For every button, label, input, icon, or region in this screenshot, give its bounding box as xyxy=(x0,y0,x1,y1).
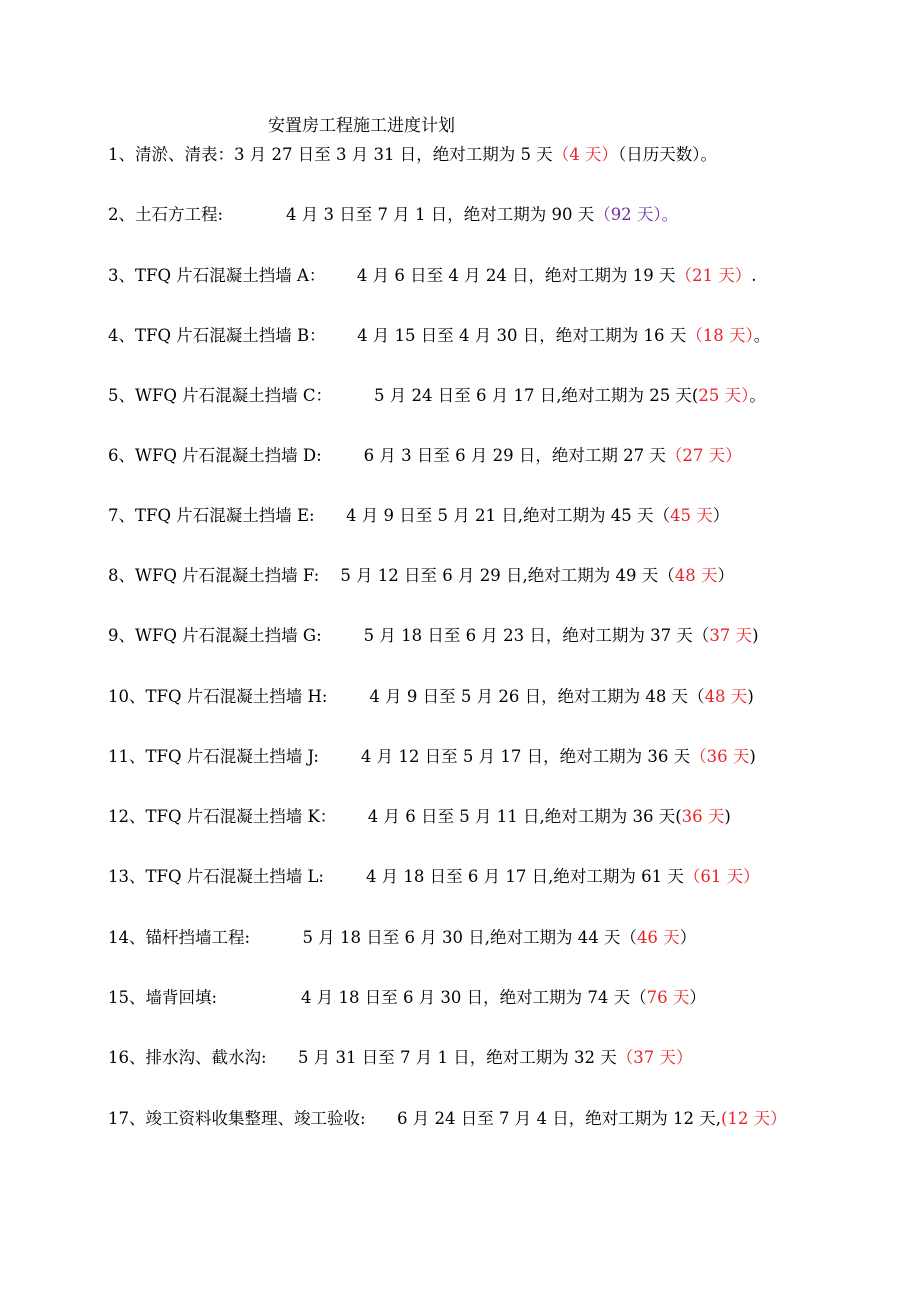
item-text: 14、锚杆挡墙工程: 5 月 18 日至 6 月 30 日,绝对工期为 44 天（ xyxy=(108,928,637,947)
schedule-item xyxy=(108,1107,787,1131)
schedule-item xyxy=(108,143,717,167)
item-text: 2、土石方工程: 4 月 3 日至 7 月 1 日，绝对工期为 90 天 xyxy=(108,205,595,224)
actual-duration: （18 天） xyxy=(686,326,754,345)
item-text: 10、TFQ 片石混凝土挡墙 H: 4 月 9 日至 5 月 26 日，绝对工期为 48 天（ xyxy=(108,687,705,706)
actual-duration: 76 天 xyxy=(646,988,690,1007)
actual-duration: 45 天 xyxy=(669,506,713,525)
item-suffix: ) xyxy=(724,807,731,826)
item-text: 7、TFQ 片石混凝土挡墙 E: 4 月 9 日至 5 月 21 日,绝对工期为 45 天（ xyxy=(108,506,670,525)
item-text: 5、WFQ 片石混凝土挡墙 C： 5 月 24 日至 6 月 17 日,绝对工期为 25 天( xyxy=(108,386,699,405)
item-suffix: ) xyxy=(752,626,759,645)
item-suffix: ) xyxy=(749,747,756,766)
item-text: 13、TFQ 片石混凝土挡墙 L: 4 月 18 日至 6 月 17 日,绝对工期为 61 天 xyxy=(108,867,684,886)
actual-duration: （36 天 xyxy=(690,747,750,766)
item-suffix: ） xyxy=(689,988,706,1007)
actual-duration: 37 天 xyxy=(709,626,753,645)
item-text: 15、墙背回填: 4 月 18 日至 6 月 30 日，绝对工期为 74 天（ xyxy=(108,988,647,1007)
schedule-item xyxy=(108,745,756,769)
schedule-item xyxy=(108,624,759,648)
item-suffix: . xyxy=(751,266,757,285)
actual-duration: 48 天 xyxy=(704,687,748,706)
item-text: 1、清淤、清表：3 月 27 日至 3 月 31 日，绝对工期为 5 天 xyxy=(108,145,553,164)
item-text: 3、TFQ 片石混凝土挡墙 A： 4 月 6 日至 4 月 24 日，绝对工期为 19 天 xyxy=(108,266,676,285)
item-text: 9、WFQ 片石混凝土挡墙 G: 5 月 18 日至 6 月 23 日，绝对工期为 37 天（ xyxy=(108,626,710,645)
actual-duration: （4 天） xyxy=(552,145,618,164)
document-title: 安置房工程施工进度计划 xyxy=(268,116,455,136)
actual-duration: 36 天 xyxy=(681,807,725,826)
schedule-item xyxy=(108,986,706,1010)
actual-duration: （61 天） xyxy=(683,867,760,886)
schedule-item xyxy=(108,504,729,528)
actual-duration: （37 天） xyxy=(616,1048,693,1067)
item-suffix: ） xyxy=(712,506,730,525)
actual-duration: (12 天） xyxy=(720,1109,787,1128)
item-suffix: ） xyxy=(717,566,735,585)
schedule-item xyxy=(108,1046,692,1070)
schedule-item xyxy=(108,865,760,889)
schedule-item xyxy=(108,926,696,950)
actual-duration: （21 天） xyxy=(675,266,752,285)
item-suffix: ） xyxy=(679,928,697,947)
item-suffix: 。 xyxy=(749,386,766,405)
item-text: 16、排水沟、截水沟: 5 月 31 日至 7 月 1 日，绝对工期为 32 天 xyxy=(108,1048,617,1067)
schedule-item xyxy=(108,444,742,468)
item-suffix: （日历天数）。 xyxy=(617,145,717,164)
item-text: 6、WFQ 片石混凝土挡墙 D: 6 月 3 日至 6 月 29 日，绝对工期 27 天 xyxy=(108,446,666,465)
actual-duration: （27 天） xyxy=(665,446,742,465)
schedule-item xyxy=(108,203,678,227)
item-suffix: ) xyxy=(747,687,754,706)
schedule-item xyxy=(108,324,770,348)
actual-duration: （92 天）。 xyxy=(594,205,679,224)
schedule-item xyxy=(108,805,731,829)
schedule-item xyxy=(108,384,766,408)
actual-duration: 25 天） xyxy=(698,386,750,405)
item-text: 17、竣工资料收集整理、竣工验收: 6 月 24 日至 7 月 4 日，绝对工期为 12 天, xyxy=(108,1109,721,1128)
item-text: 4、TFQ 片石混凝土挡墙 B： 4 月 15 日至 4 月 30 日，绝对工期为 16 天 xyxy=(108,326,687,345)
item-suffix: 。 xyxy=(753,326,771,345)
schedule-item xyxy=(108,685,754,709)
actual-duration: 46 天 xyxy=(636,928,680,947)
schedule-item xyxy=(108,564,734,588)
item-text: 12、TFQ 片石混凝土挡墙 K： 4 月 6 日至 5 月 11 日,绝对工期为 36 天( xyxy=(108,807,682,826)
item-text: 8、WFQ 片石混凝土挡墙 F: 5 月 12 日至 6 月 29 日,绝对工期为 49 天（ xyxy=(108,566,675,585)
schedule-item xyxy=(108,264,757,288)
item-text: 11、TFQ 片石混凝土挡墙 J: 4 月 12 日至 5 月 17 日，绝对工期为 36 天 xyxy=(108,747,691,766)
actual-duration: 48 天 xyxy=(674,566,718,585)
